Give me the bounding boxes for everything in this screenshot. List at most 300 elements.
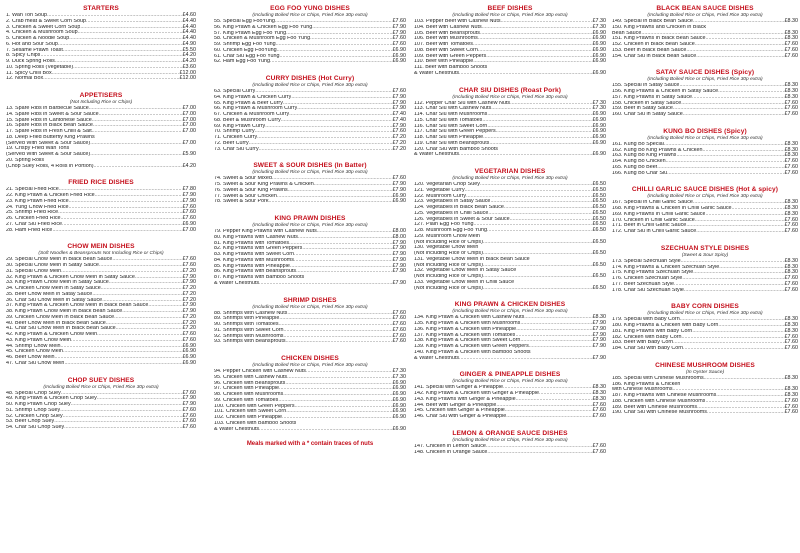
menu-item-name: 96. Chicken with Beansprouts <box>214 380 286 386</box>
menu-item-name: 5. Chicken & Noodle Soup <box>6 36 70 41</box>
menu-item-price: £7.30 <box>592 23 606 30</box>
menu-item-price: £6.50 <box>592 273 606 279</box>
menu-item-name: (Chop Suey Rolls, 4 Rolls in Portion) <box>6 163 94 169</box>
menu-item-price: £6.90 <box>592 29 606 36</box>
menu-item-price: £6.90 <box>392 198 406 205</box>
menu-item-price: £7.80 <box>182 186 196 193</box>
menu-section <box>414 366 606 420</box>
menu-item-price: £8.00 <box>392 233 406 240</box>
menu-item-name: 111. Beef with Bamboo Shoots <box>414 65 488 70</box>
menu-item-name: 133. Vegetable Chow Mein in Chilli Sauce <box>414 279 515 285</box>
menu-item-price: £7.20 <box>182 296 196 303</box>
menu-item-name: 169. King Prawns in Chilli Garlic Sauce <box>612 211 706 217</box>
menu-item-name: 127. Plain Egg Foo Yung <box>414 222 474 228</box>
menu-item-name: 71. Chicken Curry <box>214 135 258 140</box>
menu-item-name: 6. Hot and Sour Soup <box>6 41 58 47</box>
menu-item-price: £7.90 <box>392 186 406 193</box>
menu-item-price: £6.90 <box>392 46 406 53</box>
menu-item-name: 32. King Prawn & Chicken Chow Mein in Satay Sauce <box>6 274 135 280</box>
menu-item-name: 103. Pepper Beef with Cashew Nuts <box>414 19 501 24</box>
menu-item-price: £6.90 <box>392 408 406 415</box>
menu-section <box>214 292 406 346</box>
menu-item-name: 43. King Prawn Chow Mein <box>6 337 72 343</box>
dot-leader <box>529 344 592 350</box>
menu-item-price: £4.20 <box>182 52 196 59</box>
menu-item-price: £7.60 <box>592 413 606 419</box>
dot-leader <box>282 415 391 421</box>
dot-leader <box>459 356 591 362</box>
menu-item-name: 13. Spare Ribs in Barbecue Sauce <box>6 106 89 111</box>
menu-item-name: 100. Chicken with Green Peppers <box>214 403 295 409</box>
menu-item-price: £7.30 <box>592 99 606 106</box>
menu-section <box>6 238 196 366</box>
menu-item-price: £7.30 <box>592 18 606 24</box>
menu-item-name: 182. Chicken with Baby Corn <box>612 334 682 340</box>
menu-item-price: £6.90 <box>592 41 606 47</box>
menu-item-price: £8.30 <box>592 314 606 321</box>
menu-item-price: £7.60 <box>784 403 798 410</box>
dot-leader <box>684 288 784 294</box>
section-title: CURRY DISHES (Hot Curry) <box>265 75 355 82</box>
menu-item-price: £7.90 <box>392 268 406 275</box>
menu-item-price: £6.90 <box>592 116 606 123</box>
menu-item-price: £8.30 <box>784 29 798 36</box>
menu-item-name: 66. King Prawn & Mushroom Curry <box>214 106 298 112</box>
dot-leader <box>506 414 591 420</box>
section-title: VEGETARIAN DISHES <box>474 168 546 175</box>
menu-item-price: £6.50 <box>592 238 606 245</box>
menu-item-name: 92. Shrimps with Mushrooms <box>214 333 284 339</box>
menu-item-name: 21. Special Fried Rice <box>6 187 59 193</box>
menu-item-name: 190. Char Siu with Chinese Mushrooms <box>612 410 707 416</box>
menu-item-price: £7.60 <box>592 401 606 408</box>
menu-item-name: & Water Chestnuts <box>414 355 460 361</box>
menu-item <box>414 414 606 420</box>
menu-item-name: 116. Char Siu with Sweet Corn <box>414 123 488 129</box>
menu-item-price: £8.30 <box>784 257 798 264</box>
menu-item-name: 67. Chicken & Mushroom Curry <box>214 112 290 117</box>
dot-leader <box>64 361 181 367</box>
menu-item-name: 110. Beef with Pineapple <box>414 59 474 65</box>
menu-item-name: 179. Special with Baby Corn <box>612 317 680 323</box>
menu-item-name: 126. Vegetables in Sweet & Sour Sauce <box>414 216 510 222</box>
menu-item-price: £6.90 <box>392 192 406 199</box>
menu-item <box>6 361 196 367</box>
menu-item-price: £7.60 <box>784 163 798 170</box>
menu-item-name: 65. King Prawn & Beef Curry <box>214 100 283 106</box>
menu-item-price: £8.30 <box>784 316 798 323</box>
section-title: KING PRAWN & CHICKEN DISHES <box>454 301 566 309</box>
menu-item-name: 123. Vegetables in Satay Sauce <box>414 199 491 205</box>
menu-item-name: 79. Pepper King Prawns with Cashew Nuts <box>214 229 317 234</box>
section-title: CHILLI GARLIC SAUCE DISHES (Hot & spicy) <box>631 186 779 194</box>
menu-section <box>414 82 606 159</box>
menu-item-name: 97. Chicken with Pineapple <box>214 386 280 392</box>
menu-item-price: £7.60 <box>182 331 196 337</box>
menu-item <box>612 229 798 235</box>
menu-item <box>6 228 196 234</box>
menu-item-price: £8.30 <box>784 93 798 100</box>
menu-item <box>6 425 196 431</box>
menu-item-price: £6.90 <box>392 396 406 403</box>
menu-item-name: 136. King Prawn & Chicken with Pineapple <box>414 326 517 332</box>
menu-item-price: £7.60 <box>784 275 798 281</box>
menu-item-name: 138. King Prawn & Chicken with Sweet Corn <box>414 338 521 344</box>
menu-item-price: £7.40 <box>392 111 406 117</box>
menu-item-name: 183. Beef with Baby Corn <box>612 340 674 346</box>
menu-item-price: £7.90 <box>392 239 406 246</box>
menu-item-price: £7.60 <box>182 412 196 419</box>
menu-item-name: 7. Sesame Prawn Toast <box>6 47 63 53</box>
menu-item-price: £4.40 <box>182 17 196 24</box>
menu-item-price: £7.90 <box>182 395 196 402</box>
section-title: SWEET & SOUR DISHES (In Batter) <box>253 162 367 170</box>
menu-item-price: £7.60 <box>784 280 798 287</box>
dot-leader <box>269 199 392 205</box>
menu-item-price: £7.90 <box>182 197 196 204</box>
menu-column-4 <box>612 0 798 553</box>
menu-item-price: £7.90 <box>392 181 406 187</box>
menu-section <box>214 210 406 287</box>
menu-item-name: 176. Chicken Szechuan Style <box>612 276 683 281</box>
menu-item-price: £6.90 <box>592 128 606 135</box>
menu-item-name: 72. Beef Curry <box>214 140 249 146</box>
section-subtitle: (Including Boiled Rice or Chips, Fried Rice 30p extra) <box>452 379 568 385</box>
menu-item-price: £7.90 <box>592 343 606 349</box>
menu-item-price: £7.60 <box>182 389 196 396</box>
menu-item-price: £7.60 <box>392 128 406 135</box>
menu-column-1 <box>6 0 196 553</box>
menu-item-price: £7.00 <box>182 105 196 111</box>
menu-item-name: 156. King Prawns & Chicken in Satay Sauce <box>612 89 719 94</box>
menu-item-name: 154. Char Siu in Black Bean Sauce <box>612 53 697 59</box>
menu-item-price: £7.60 <box>784 99 798 106</box>
menu-item-price: £7.90 <box>592 354 606 361</box>
menu-item-name: 186. King Prawns & Chicken <box>612 381 681 387</box>
menu-item-name: 9. Duck Spring Rolls <box>6 59 55 64</box>
dot-leader <box>489 141 591 147</box>
menu-item-name: (Not Including Rice or Chips) <box>414 285 483 291</box>
menu-item-name: 98. Chicken with Mushrooms <box>214 392 284 397</box>
menu-item <box>414 152 606 158</box>
dot-leader <box>259 147 392 153</box>
dot-leader <box>707 410 784 416</box>
menu-item-price: £7.60 <box>784 169 798 176</box>
section-subtitle: (Including Boiled Rice or Chips, Fried Rice 30p extra) <box>252 304 368 310</box>
menu-item-name: 159. Beef in Satay Sauce <box>612 106 673 112</box>
menu-item-name: 62. Ham Egg Foo Yung <box>214 59 270 65</box>
menu-item-name: 29. Special Chow Mein in Black Bean Sauce <box>6 257 113 263</box>
menu-item-name: 16. Spare Ribs in Black Bean Sauce <box>6 123 93 129</box>
menu-item-name: 161. Kung Bo Special <box>612 141 664 147</box>
menu-item-price: £7.60 <box>592 407 606 414</box>
menu-item-price: £6.50 <box>592 181 606 187</box>
menu-item-name: 8. Spicy Chips <box>6 53 41 59</box>
menu-item-name: 11. Spicy Chilli Box <box>6 70 52 76</box>
menu-item-name: 14. Spare Ribs in Sweet & Sour Sauce <box>6 111 99 117</box>
section-subtitle: (Including Boiled Rice or Chips, Fried Rice 30p extra) <box>252 13 368 18</box>
menu-item-price: £5.50 <box>182 46 196 53</box>
dot-leader <box>259 427 391 433</box>
menu-item-name: 1. Wan Ton Soup <box>6 13 48 18</box>
dot-leader <box>683 346 783 352</box>
dot-leader <box>667 171 783 177</box>
dot-leader <box>483 286 592 292</box>
menu-item-price: £7.60 <box>392 41 406 47</box>
menu-item-price: £7.60 <box>392 175 406 182</box>
menu-item <box>214 147 406 153</box>
menu-item-name: 85. King Prawns with Pineapple <box>214 263 290 269</box>
menu-item-name: 162. Kung Bo King Prawns & Chicken <box>612 147 703 153</box>
menu-item-name: 101. Chicken with Sweet Corn <box>214 409 287 415</box>
section-subtitle: (Sweet & Sour Spicy) <box>681 252 729 258</box>
menu-item-name: 19. Crispy Fried Wan Tons <box>6 146 70 152</box>
menu-item-name: 112. Pepper Char Siu with Cashew Nuts <box>414 100 511 106</box>
section-subtitle: (Not Including Rice or Chips) <box>69 100 133 105</box>
menu-item <box>612 171 798 177</box>
menu-item <box>612 112 798 118</box>
section-subtitle: (Including Boiled Rice or Chips, Fried Rice 30p extra) <box>43 384 159 390</box>
menu-item-price: £8.30 <box>592 390 606 396</box>
menu-item-price: £5.90 <box>182 151 196 157</box>
menu-item-name: 25. Shrimp Fried Rice <box>6 210 59 216</box>
menu-item-price: £7.60 <box>182 215 196 221</box>
dot-leader <box>43 76 178 82</box>
section-subtitle: (Including Boiled Rice or Chips, Fried Rice 30p extra) <box>252 170 368 176</box>
menu-item-price: £6.90 <box>392 385 406 392</box>
menu-item-price: £7.60 <box>784 339 798 346</box>
menu-item-price: £8.30 <box>784 269 798 276</box>
menu-item-price: £7.20 <box>182 267 196 274</box>
menu-item-name: 88. Shrimps with Cashew Nuts <box>214 310 288 316</box>
menu-item-price: £8.30 <box>784 263 798 270</box>
menu-item-price: £6.90 <box>392 58 406 65</box>
menu-item-price: £12.00 <box>179 75 196 82</box>
menu-item-name: 26. Chicken Fried Rice <box>6 216 61 221</box>
menu-item-price: £8.30 <box>784 146 798 153</box>
menu-item-name: 83. King Prawns with Sweet Corn <box>214 252 294 257</box>
menu-item-name: 23. King Prawn Fried Rice <box>6 198 69 204</box>
menu-item-price: £6.90 <box>592 46 606 53</box>
menu-item-name: 87. King Prawns with Bamboo Shoots <box>214 275 305 280</box>
menu-item-price: £6.90 <box>182 359 196 366</box>
menu-item-price: £7.30 <box>392 368 406 374</box>
menu-item-price: £8.30 <box>784 82 798 89</box>
menu-item-name: 73. Char Siu Curry <box>214 146 259 152</box>
menu-item-price: £7.00 <box>182 116 196 123</box>
dot-leader <box>473 59 591 65</box>
menu-item-name: 152. Chicken in Black Bean Sauce <box>612 42 695 47</box>
menu-section <box>612 181 798 235</box>
menu-section <box>414 296 606 361</box>
section-title: CHAR SIU DISHES (Roast Pork) <box>458 86 562 94</box>
menu-item-name: 44. Shrimp Chow Mein <box>6 343 61 349</box>
menu-item-name: 146. Char Siu with Ginger & Pineapple <box>414 414 507 419</box>
menu-item-price: £7.90 <box>392 99 406 106</box>
section-title: SHRIMP DISHES <box>283 296 337 304</box>
menu-item <box>612 54 798 60</box>
section-subtitle: (Including Boiled Rice or Chips, Fried Rice 30p extra) <box>452 176 568 181</box>
menu-item-price: £7.20 <box>392 145 406 152</box>
menu-item <box>414 286 606 292</box>
menu-item-price: £7.00 <box>182 128 196 134</box>
menu-item <box>214 199 406 205</box>
menu-item-price: £7.60 <box>182 203 196 210</box>
menu-item-name: 155. Special in Satay Sauce <box>612 83 680 89</box>
menu-item-price: £7.60 <box>592 448 606 455</box>
menu-item-name: 174. King Prawns & Chicken Szechuan Style <box>612 264 720 270</box>
menu-item-name: 143. King Prawns with Ginger & Pineapple <box>414 396 516 402</box>
menu-item-price: £8.30 <box>784 392 798 398</box>
menu-section <box>6 0 196 82</box>
menu-item-price: £8.30 <box>784 327 798 334</box>
menu-item-price: £7.90 <box>592 320 606 326</box>
menu-item-name: 177. Beef Szechuan Style <box>612 281 675 287</box>
menu-item-price: £7.60 <box>784 345 798 351</box>
section-subtitle: (Including Boiled Rice or Chips, Fried Rice 30p extra) <box>647 13 763 18</box>
menu-item-price: £7.60 <box>392 18 406 24</box>
menu-item-price: £6.90 <box>182 348 196 355</box>
menu-item-name: 50. King Prawn Chop Suey <box>6 402 71 407</box>
menu-section <box>414 163 606 291</box>
section-title: BABY CORN DISHES <box>671 303 739 311</box>
menu-item-name: 84. King Prawns with Mushrooms <box>214 257 294 263</box>
menu-item-price: £7.90 <box>392 93 406 100</box>
dot-leader <box>270 59 392 65</box>
menu-item-price: £7.90 <box>392 279 406 286</box>
nuts-footnote: Meals marked with a * contain traces of nuts <box>246 441 374 448</box>
menu-item-name: 130. Vegetable Chow Mein <box>414 245 479 251</box>
menu-item-name: 57. King Prawn Egg Foo Yung <box>214 30 287 36</box>
menu-item-price: £7.30 <box>392 373 406 380</box>
menu-item-price: £7.40 <box>392 116 406 123</box>
dot-leader <box>683 112 784 118</box>
section-title: CHINESE MUSHROOM DISHES <box>655 361 755 369</box>
menu-item-name: 2. Crab meat & Sweet Corn Soup <box>6 18 87 24</box>
menu-item-price: £7.90 <box>392 262 406 269</box>
menu-item-price: £6.90 <box>592 122 606 129</box>
menu-item-name: 134. King Prawn & Chicken with Cashew Nuts <box>414 315 525 321</box>
menu-item-name: 122. Mushroom Curry <box>414 193 467 199</box>
menu-item-name: 108. Beef with Sweet Corn <box>414 47 478 53</box>
menu-item <box>612 410 798 416</box>
menu-section <box>612 240 798 294</box>
menu-item <box>6 164 196 170</box>
menu-item-name: 61. Char Siu Egg Foo Yung <box>214 53 280 59</box>
section-title: STARTERS <box>83 5 119 12</box>
menu-item-name: 4. Chicken & Mushroom Soup <box>6 30 78 36</box>
menu-item-price: £8.00 <box>392 228 406 234</box>
menu-item-name: 150. King Prawns and Chicken in Black <box>612 24 707 30</box>
menu-section <box>214 0 406 65</box>
menu-item-name: (Not Including Rice or Chips) <box>414 262 483 268</box>
menu-item-price: £7.90 <box>392 256 406 263</box>
menu-item-name: 94. Pepper Chicken with Cashew Nuts <box>214 369 306 374</box>
menu-item-name: 139. King Prawn & Chicken with Green Peppers <box>414 344 529 349</box>
menu-item-price: £6.50 <box>592 284 606 291</box>
menu-item-price: £6.50 <box>592 198 606 205</box>
menu-item-price: £6.90 <box>592 151 606 158</box>
menu-item-price: £7.90 <box>592 337 606 344</box>
menu-item-name: 180. King Prawns & Chicken with Baby Corn <box>612 323 719 328</box>
menu-item-name: 64. King Prawn & Chicken Curry <box>214 94 292 100</box>
menu-item-price: £6.90 <box>392 391 406 397</box>
menu-item-price: £8.30 <box>592 395 606 402</box>
menu-item-price: £7.20 <box>182 313 196 320</box>
menu-item-price: £6.90 <box>592 58 606 65</box>
menu-item-price: £4.40 <box>182 23 196 30</box>
menu-item-name: 105. Beef with Beansprouts <box>414 30 480 36</box>
menu-item-name: 157. King Prawns in Satay Sauce <box>612 94 693 100</box>
menu-item-price: £7.60 <box>392 88 406 94</box>
menu-item-name: 121. Vegetable Curry <box>414 187 465 193</box>
section-subtitle: (Including Boiled Rice or Chips, Fried Rice 30p extra) <box>452 309 568 315</box>
menu-item-name: 3. Chicken & Sweet Corn Soup <box>6 24 81 30</box>
section-title: LEMON & ORANGE SAUCE DISHES <box>452 429 568 437</box>
menu-section <box>6 174 196 233</box>
menu-item-name: 59. Shrimp Egg Foo Yung <box>214 42 276 47</box>
menu-item-name: 76. Sweet & Sour King Prawns <box>214 187 288 193</box>
menu-item-name: 51. Shrimp Chop Suey <box>6 407 61 413</box>
menu-item-name: 35. Beef Chow Mein in Satay Sauce <box>6 291 93 297</box>
menu-item-name: 103. Chicken with Bamboo Shoots <box>214 420 297 426</box>
menu-item-price: £7.60 <box>784 52 798 59</box>
menu-item-price: £7.60 <box>392 35 406 42</box>
menu-item-name: 60. Chicken Egg FooYung <box>214 47 277 53</box>
menu-item-price: £7.20 <box>392 139 406 146</box>
section-title: APPETISERS <box>79 92 123 99</box>
menu-item-price: £4.40 <box>182 29 196 36</box>
menu-item-name: 70. Shrimp Curry <box>214 129 255 135</box>
menu-item-name: 131. Vegetable Chow Mein in Black Bean Sauce <box>414 256 530 262</box>
menu-item-name: 109. Beef with Green Peppers <box>414 53 487 59</box>
menu-item-name: 69. King Prawn Curry <box>214 123 266 129</box>
menu-item-name: 114. Char Siu with Mushrooms <box>414 112 488 117</box>
menu-item-price: £6.90 <box>392 379 406 386</box>
menu-item-price: £7.90 <box>392 122 406 129</box>
menu-item-price: £6.90 <box>592 69 606 76</box>
menu-section <box>214 350 406 432</box>
menu-item-price: £6.50 <box>592 192 606 199</box>
section-title: BEEF DISHES <box>487 5 533 12</box>
menu-item <box>214 339 406 345</box>
menu-item-name: (Not Including Rice or Chips) <box>414 251 483 256</box>
section-title: CHICKEN DISHES <box>281 355 339 362</box>
section-title: SATAY SAUCE DISHES (Spicy) <box>655 69 755 77</box>
menu-item-name: 171. Beef in Chilli Garlic Sauce <box>612 223 687 229</box>
section-title: FRIED RICE DISHES <box>68 179 134 187</box>
menu-item-price: £6.90 <box>592 134 606 140</box>
menu-item-price: £7.60 <box>392 338 406 345</box>
menu-item-price: £7.60 <box>182 256 196 263</box>
menu-item-price: £6.50 <box>592 209 606 216</box>
menu-item-price: £7.60 <box>392 332 406 339</box>
dot-leader <box>459 71 591 77</box>
menu-item-name: 39. Chicken Chow Mein in Black Bean Sauce <box>6 314 115 320</box>
menu-item-price: £7.00 <box>182 110 196 117</box>
menu-item-price: £6.90 <box>592 35 606 42</box>
menu-item-name: 38. King Prawn Chow Mein in Black Bean Sauce <box>6 309 123 314</box>
menu-item-name: & Water Chestnuts <box>414 70 460 76</box>
menu-item-price: £7.20 <box>182 325 196 332</box>
menu-item-name: 75. Sweet & Sour King Prawns & Chicken <box>214 182 314 187</box>
menu-item-name: 120. Char Siu with Bamboo Shoots <box>414 146 498 152</box>
menu-item-name: 80. King Prawns with Cashew Nuts <box>214 234 298 240</box>
menu-item-price: £7.90 <box>392 105 406 112</box>
menu-item-price: £4.60 <box>182 12 196 18</box>
dot-leader <box>696 54 783 60</box>
menu-item-name: 17. Spare Ribs in Fresh Chilli & Salt <box>6 129 92 134</box>
